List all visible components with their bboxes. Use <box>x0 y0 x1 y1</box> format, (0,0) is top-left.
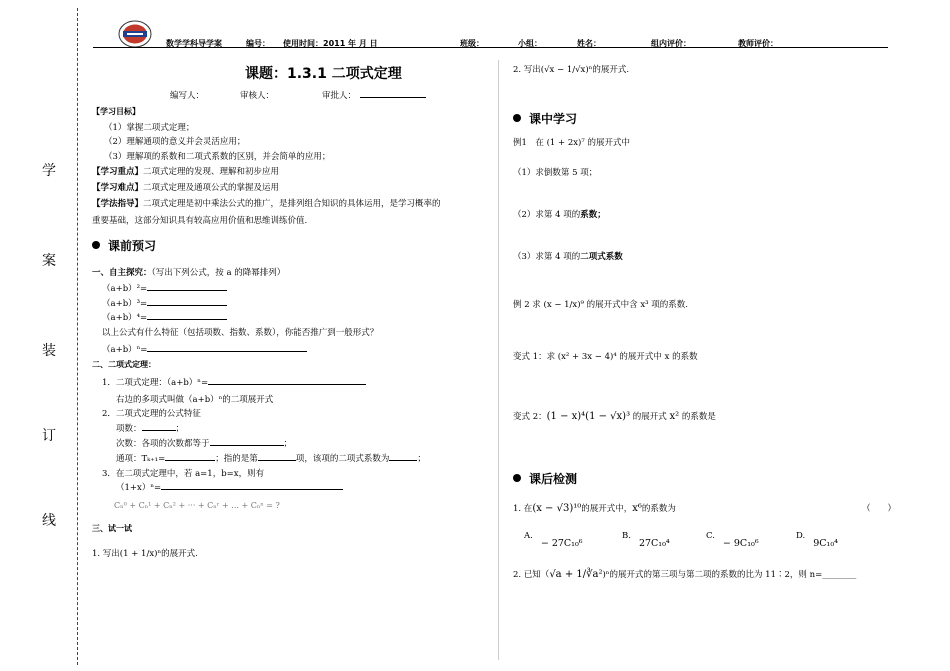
answer-blank[interactable] <box>208 384 366 385</box>
method-heading: 【学法指导】 <box>92 199 144 209</box>
example-1c: （3）求第 4 项的 <box>513 252 581 262</box>
answer-blank[interactable] <box>165 460 215 461</box>
answer-blank[interactable] <box>147 351 307 352</box>
header-class: 班级： <box>460 39 484 48</box>
school-logo <box>118 20 152 48</box>
option-d: D.9C₁₀⁴ <box>796 531 838 549</box>
variant-2-label: 变式 2： <box>513 412 547 422</box>
key-heading: 【学习重点】 <box>92 167 144 177</box>
answer-blank[interactable] <box>147 305 227 306</box>
header-group: 小组： <box>518 39 542 48</box>
goal-item: （2）理解通项的意义并会灵活应用； <box>104 137 246 147</box>
binding-line <box>77 8 78 665</box>
option-b: B.27C₁₀⁴ <box>622 531 670 549</box>
header-number: 编号： <box>246 39 270 48</box>
example-2: 例 2 求 (x − 1/x)⁹ 的展开式中含 x³ 项的系数. <box>513 300 688 310</box>
header-teacher-eval: 教师评价： <box>738 39 778 48</box>
answer-blank[interactable] <box>258 460 296 461</box>
expansion-1x: （1+x）ⁿ= <box>116 483 162 493</box>
method-text: 二项式定理是初中乘法公式的推广，是排列组合知识的具体运用，是学习概率的 <box>143 199 441 209</box>
difficulty-text: 二项式定理及通项公式的掌握及运用 <box>143 183 280 193</box>
section2-heading: 二、二项式定理： <box>92 360 156 369</box>
binding-char: 线 <box>42 513 56 529</box>
theorem-3: 3．在二项式定理中，若 a=1，b=x，则有 <box>102 469 265 479</box>
answer-blank[interactable] <box>147 290 227 291</box>
theorem-1: 1．二项式定理：（a+b）ⁿ= <box>102 378 209 388</box>
header-name: 姓名： <box>577 39 601 48</box>
header-group-eval: 组内评价： <box>651 39 691 48</box>
expansion-3: （a+b）³= <box>102 299 148 309</box>
header-time: 使用时间：2011 年 月 日 <box>283 39 378 48</box>
theorem-1-note: 右边的多项式叫做（a+b）ⁿ的二项展开式 <box>116 395 274 405</box>
variant-1: 变式 1：求 (x² + 3x − 4)⁴ 的展开式中 x 的系数 <box>513 352 698 362</box>
answer-blank[interactable] <box>142 430 176 431</box>
binding-char: 装 <box>42 343 56 359</box>
answer-blank[interactable] <box>147 319 227 320</box>
approver-blank <box>360 97 426 98</box>
section1-hint: （写出下列公式，按 a 的降幂排列） <box>151 268 286 278</box>
header-rule <box>93 47 888 48</box>
post-class-heading: 课后检测 <box>513 470 577 487</box>
expansion-4: （a+b）⁴= <box>102 313 148 323</box>
try-question-1: 1. 写出(1 + 1/x)ⁿ的展开式. <box>92 549 198 559</box>
bullet-icon <box>92 241 100 249</box>
option-a: A.− 27C₁₀⁶ <box>524 531 583 549</box>
option-c: C.− 9C₁₀⁶ <box>706 531 759 549</box>
general-term: 通项：Tₖ₊₁= <box>116 454 166 464</box>
in-class-heading: 课中学习 <box>513 110 577 127</box>
header-subject: 数学学科导学案 <box>166 39 222 48</box>
binding-char: 案 <box>42 253 56 269</box>
goal-item: （3）理解项的系数和二项式系数的区别，并会简单的应用； <box>104 152 331 162</box>
binding-char: 学 <box>42 163 56 179</box>
expansion-2: （a+b）²= <box>102 284 148 294</box>
answer-blank[interactable] <box>389 460 417 461</box>
editor-label: 编写人： <box>170 91 205 101</box>
binomial-sum: Cₙ⁰ + Cₙ¹ + Cₙ² + ··· + Cₙʳ + ... + Cₙⁿ = ? <box>114 501 280 510</box>
difficulty-heading: 【学习难点】 <box>92 183 144 193</box>
answer-blank[interactable] <box>210 445 284 446</box>
example-1b: （2）求第 4 项的 <box>513 210 581 220</box>
binding-char: 订 <box>42 428 56 444</box>
degree-text: 次数：各项的次数都等于 <box>116 439 210 449</box>
reviewer-label: 审核人： <box>240 91 275 101</box>
bullet-icon <box>513 114 521 122</box>
goal-heading: 【学习目标】 <box>92 107 140 116</box>
post-question-1: 1. 在 <box>513 504 533 514</box>
example-1: 例1 在 (1 + 2x)⁷ 的展开式中 <box>513 138 630 148</box>
approver-label: 审批人： <box>322 91 357 101</box>
generalize-question: 以上公式有什么特征（包括项数、指数、系数），你能否推广到一般形式？ <box>102 328 379 338</box>
goal-item: （1）掌握二项式定理； <box>104 123 195 133</box>
section3-heading: 三、试一试 <box>92 524 132 533</box>
expansion-n: （a+b）ⁿ= <box>102 345 148 355</box>
term-count: 项数： <box>116 424 142 434</box>
preview-heading: 课前预习 <box>92 237 156 254</box>
answer-blank[interactable]: ________ <box>822 570 857 580</box>
post-question-2: 2. 已知（ <box>513 570 550 580</box>
answer-blank[interactable] <box>161 489 343 490</box>
key-text: 二项式定理的发现、理解和初步应用 <box>143 167 280 177</box>
theorem-2: 2．二项式定理的公式特征 <box>102 409 201 419</box>
example-1a: （1）求倒数第 5 项； <box>513 168 598 178</box>
question-2: 2. 写出(√x − 1/√x)ⁿ的展开式. <box>513 65 630 75</box>
variant-2-expr: (1 − x)⁴(1 − √x)³ <box>546 411 631 422</box>
method-text-2: 重要基础，这部分知识具有较高应用价值和思维训练价值. <box>92 216 308 226</box>
bullet-icon <box>513 474 521 482</box>
section1-heading: 一、自主探究： <box>92 268 152 278</box>
page-title: 课题：1.3.1 二项式定理 <box>245 66 402 82</box>
answer-paren: （ ） <box>862 504 897 514</box>
column-divider <box>498 60 499 660</box>
